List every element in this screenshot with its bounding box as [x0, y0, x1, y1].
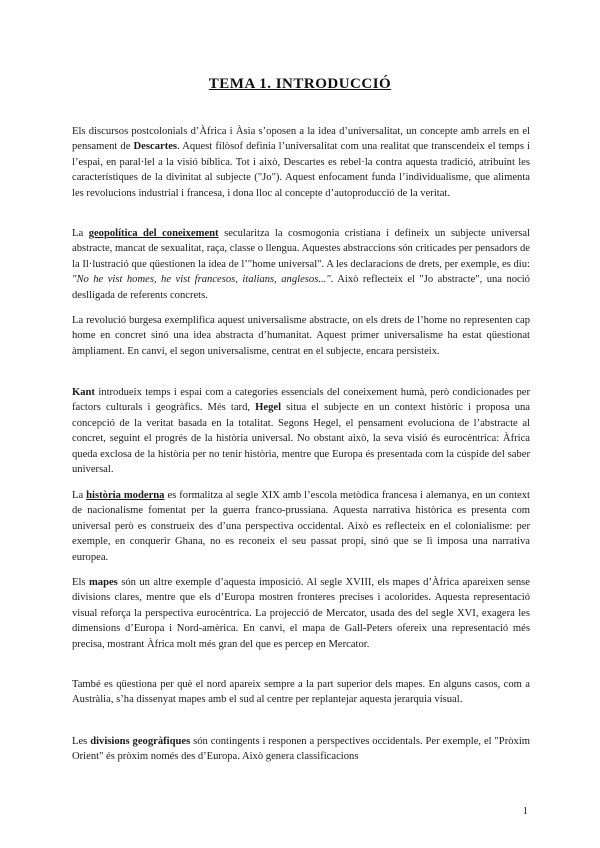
- text-run: La revolució burgesa exemplifica aquest universalisme abstracte, on els drets de l’home no representen cap home en concret sinó una idea abstracta d’humanitat. Aquest primer universalisme ha estat qüestionat àmpliament. En canvi, el segon universalisme, centrat en el subjecte, encara persisteix.: [72, 315, 530, 357]
- bold-term-hegel: Hegel: [255, 402, 282, 414]
- bold-term-kant: Kant: [72, 387, 95, 398]
- paragraph-mapes: [72, 575, 530, 652]
- text-run: són un altre exemple d’aquesta imposició. Al segle XVIII, els mapes d’Àfrica apareixen sense divisions clares, mentre que els d’Europa mostren fronteres precises i acolorides. Aquesta representació visual reforça la perspectiva eurocèntrica. La projecció de Mercator, usada des del segle XVI, exagera les dimensions d’Europa i Nord-amèrica. En canvi, el mapa de Gall-Peters ofereix una representació més precisa, mostrant Àfrica molt més gran del que es percep en Mercator.: [72, 577, 530, 650]
- text-run: introdueix temps i espai com a categories essencials del coneixement humà, però condicionades per factors culturals i geogràfics. Més tard,: [72, 387, 530, 414]
- text-run: són contingents i responen a perspectives occidentals. Per exemple, el "Pròxim Orient" és pròxim només des d’Europa. Això genera classificacions: [72, 736, 530, 763]
- bold-term-historia-moderna: història moderna: [86, 490, 165, 501]
- paragraph-revolucio-burgesa: [72, 313, 530, 359]
- bold-term-divisions: divisions geogràfiques: [90, 736, 191, 747]
- paragraph-historia-moderna: [72, 488, 530, 565]
- page-number: 1: [522, 806, 528, 817]
- text-run: La: [72, 490, 87, 501]
- paragraph-descartes: [72, 124, 530, 201]
- page-title: TEMA 1. INTRODUCCIÓ: [208, 76, 392, 92]
- text-run: . Aquest filòsof definia l’universalitat com una realitat que transcendeix el temps i l’espai, en paral·lel a la visió bíblica. Tot i això, Descartes es rebel·la contra aquesta tradició, atribuint les característiques de la divinitat al subjecte ("Jo"). Aquest enfocament funda l’individualisme, que alimenta les revolucions industrial i francesa, i dona lloc al concepte d’autoproducció de la veritat.: [72, 141, 530, 199]
- text-run: Els discursos postcolonials d’Àfrica i Àsia s’oposen a la idea d’universalitat, un concepte amb arrels en el pensament de: [72, 126, 530, 153]
- bold-term-geopolitica: geopolítica del coneixement: [88, 228, 219, 239]
- text-run: . Això reflecteix el "Jo abstracte", una noció deslligada de referents concrets.: [72, 274, 530, 301]
- paragraph-geopolitica: [72, 226, 530, 303]
- text-run: Les: [72, 736, 91, 747]
- paragraph-divisions: [72, 734, 530, 765]
- text-run: Els: [72, 577, 89, 588]
- paragraph-nord: [72, 677, 530, 708]
- text-run: La: [72, 228, 89, 239]
- text-run: es formalitza al segle XIX amb l’escola metòdica francesa i alemanya, en un context de nacionalisme fomentat per la guerra franco-prussiana. Aquesta narrativa històrica es presenta com universal però es construeix des d’una perspectiva occidental. Això es reflecteix en el colonialisme: per exemple, en conquerir Ghana, no es reconeix el seu passat propi, sinó que se li imposa una narrativa europea.: [72, 490, 530, 563]
- text-run: situa el subjecte en un context històric i proposa una concepció de la veritat basada en la totalitat. Segons Hegel, el pensament evoluciona de l’abstracte al concret, seguint el progrés de la història universal. No obstant això, la seva visió és eurocèntrica: Àfrica queda exclosa de la història per no tenir història, mentre que Europa és presentada com la cúspide del saber universal.: [72, 402, 530, 476]
- bold-term-mapes: mapes: [88, 577, 118, 588]
- text-run: També es qüestiona per què el nord apareix sempre a la part superior dels mapes. En alguns casos, com a Austràlia, s’ha dissenyat mapes amb el sud al centre per replantejar aquesta jerarquia visual.: [72, 679, 530, 706]
- bold-term-descartes: Descartes: [133, 141, 178, 153]
- paragraph-kant-hegel: [72, 385, 530, 477]
- text-run: secularitza la cosmogonia cristiana i defineix un subjecte universal abstracte, mancat de sexualitat, raça, classe o llengua. Aquestes abstraccions són criticades per pensadors de la Il·lustració que qüestionen la idea de l’"home universal". A les declaracions de drets, per exemple, es diu:: [72, 228, 530, 270]
- italic-quote: "No he vist homes, he vist francesos, italians, anglesos...": [72, 274, 331, 286]
